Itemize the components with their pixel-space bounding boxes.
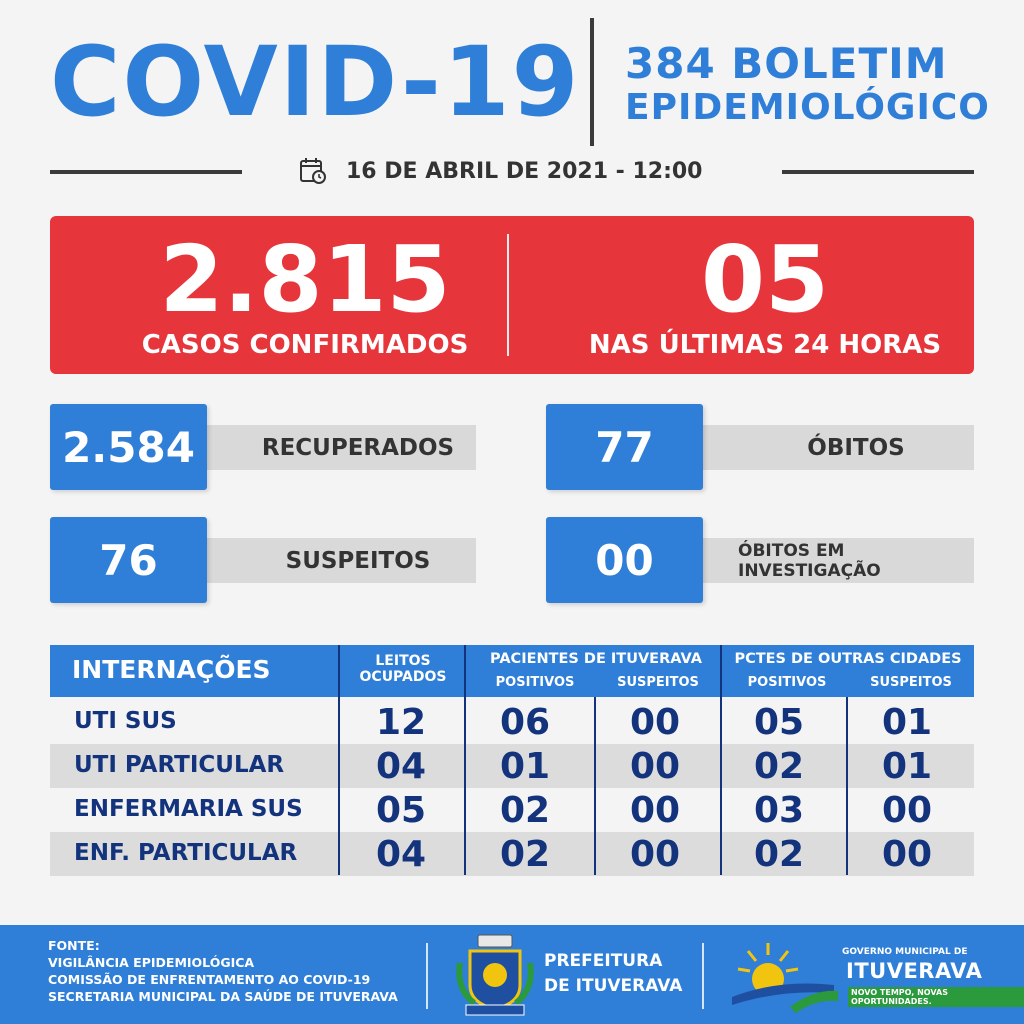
cell-out-susp: 01 <box>881 702 933 743</box>
cell-out-susp: 00 <box>881 834 933 875</box>
bulletin-title <box>625 39 990 128</box>
ituverava-sun-logo-icon <box>730 935 842 1015</box>
bulletin-type-line: EPIDEMIOLÓGICO <box>625 87 990 128</box>
footer <box>0 925 1024 1024</box>
calendar-clock-icon <box>298 156 328 186</box>
suspects-value: 76 <box>50 517 207 603</box>
title-divider <box>590 18 594 146</box>
prefeitura-label: PREFEITURA DE ITUVERAVA <box>544 951 683 996</box>
row-label: ENFERMARIA SUS <box>74 796 303 822</box>
row-label: UTI SUS <box>74 708 177 734</box>
cell-out-pos: 02 <box>753 834 805 875</box>
banner-divider <box>507 234 509 356</box>
date-left-rule <box>50 170 242 174</box>
confirmed-cases-value: 2.815 <box>159 226 451 333</box>
date-right-rule <box>782 170 974 174</box>
row-label: UTI PARTICULAR <box>74 752 285 778</box>
col-group-other-cities: PCTES DE OUTRAS CIDADES <box>734 651 962 667</box>
recovered-value: 2.584 <box>50 404 207 490</box>
cell-out-susp: 00 <box>881 790 933 831</box>
deaths-investigation-label: ÓBITOS EM INVESTIGAÇÃO <box>588 538 974 583</box>
table-divider <box>338 645 340 875</box>
table-row <box>50 700 974 744</box>
deaths-investigation-value: 00 <box>546 517 703 603</box>
table-divider <box>594 697 596 875</box>
bulletin-number-line: 384 BOLETIM <box>625 39 948 88</box>
hospitalizations-table-header <box>50 645 974 697</box>
covid-title: COVID-19 <box>50 26 581 138</box>
government-slogan: NOVO TEMPO, NOVAS OPORTUNIDADES. <box>848 987 1024 1007</box>
table-row <box>50 744 974 788</box>
confirmed-cases-banner <box>50 216 974 374</box>
cell-itu-susp: 00 <box>629 702 681 743</box>
deaths-label: ÓBITOS <box>588 425 974 470</box>
last-24h-label: NAS ÚLTIMAS 24 HORAS <box>588 330 942 360</box>
cell-beds: 05 <box>375 790 427 831</box>
cell-out-pos: 02 <box>753 746 805 787</box>
table-divider <box>720 645 722 875</box>
last-24h-value: 05 <box>700 226 830 333</box>
source-line: COMISSÃO DE ENFRENTAMENTO AO COVID-19 <box>48 972 371 987</box>
footer-divider <box>426 943 428 1009</box>
table-row <box>50 832 974 876</box>
row-label: ENF. PARTICULAR <box>74 840 298 866</box>
deaths-value: 77 <box>546 404 703 490</box>
table-row <box>50 788 974 832</box>
cell-out-pos: 05 <box>753 702 805 743</box>
recovered-label: RECUPERADOS <box>90 425 476 470</box>
government-label: GOVERNO MUNICIPAL DE <box>842 947 968 957</box>
confirmed-cases-label: CASOS CONFIRMADOS <box>141 330 469 360</box>
cell-itu-pos: 06 <box>499 702 551 743</box>
col-ituverava-positives: POSITIVOS <box>495 675 575 690</box>
cell-out-susp: 01 <box>881 746 933 787</box>
suspects-label: SUSPEITOS <box>90 538 476 583</box>
cell-itu-pos: 02 <box>499 790 551 831</box>
source-block <box>48 937 398 1005</box>
col-ituverava-suspects: SUSPEITOS <box>617 675 699 690</box>
date-row <box>298 155 702 187</box>
cell-itu-susp: 00 <box>629 790 681 831</box>
source-line: VIGILÂNCIA EPIDEMIOLÓGICA <box>48 955 255 970</box>
cell-itu-pos: 01 <box>499 746 551 787</box>
cell-itu-susp: 00 <box>629 746 681 787</box>
cell-beds: 12 <box>375 702 427 743</box>
footer-divider <box>702 943 704 1009</box>
col-other-positives: POSITIVOS <box>747 675 827 690</box>
col-other-suspects: SUSPEITOS <box>870 675 952 690</box>
hospitalizations-title: INTERNAÇÕES <box>72 655 271 684</box>
cell-itu-pos: 02 <box>499 834 551 875</box>
col-group-ituverava: PACIENTES DE ITUVERAVA <box>490 651 702 667</box>
table-divider <box>464 645 466 875</box>
government-city: ITUVERAVA <box>846 959 983 983</box>
col-beds-occupied: LEITOS OCUPADOS <box>359 653 447 685</box>
bulletin-date: 16 DE ABRIL DE 2021 - 12:00 <box>346 158 703 184</box>
cell-beds: 04 <box>375 834 427 875</box>
cell-out-pos: 03 <box>753 790 805 831</box>
coat-of-arms-icon <box>456 933 534 1017</box>
cell-beds: 04 <box>375 746 427 787</box>
table-divider <box>846 697 848 875</box>
source-title: FONTE: <box>48 938 100 953</box>
cell-itu-susp: 00 <box>629 834 681 875</box>
source-line: SECRETARIA MUNICIPAL DA SAÚDE DE ITUVERAVA <box>48 989 398 1004</box>
